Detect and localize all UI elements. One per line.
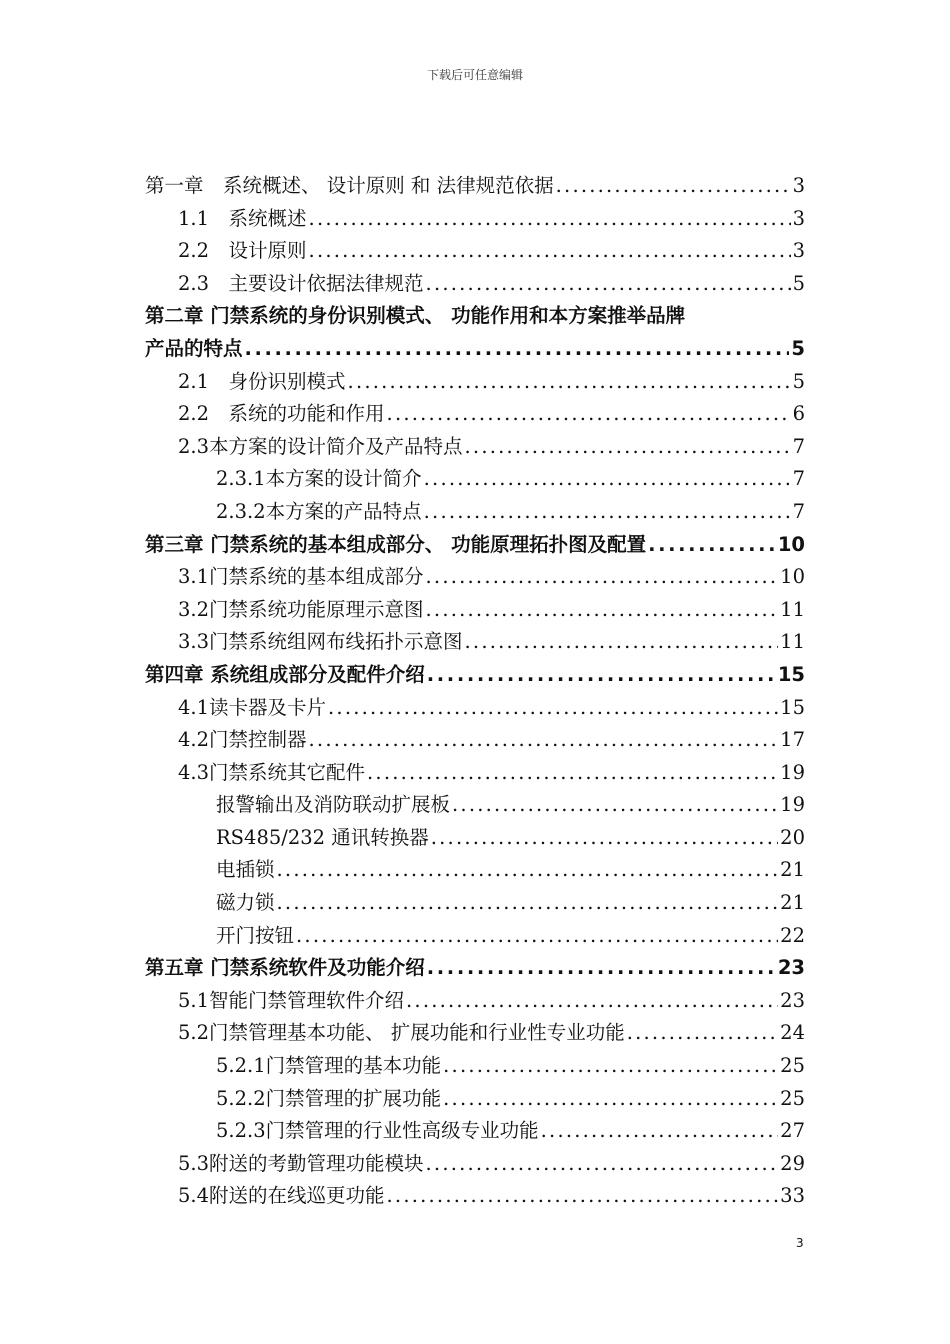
toc-page-number: 3 [792, 206, 805, 230]
toc-dot-leader [422, 463, 791, 496]
toc-page-number: 19 [780, 793, 805, 817]
toc-dot-leader [307, 724, 779, 757]
toc-section-entry[interactable] [145, 985, 805, 1018]
toc-entry-title: 开门按钮 [216, 923, 295, 947]
toc-page-number: 7 [792, 467, 805, 491]
toc-dot-leader [424, 1148, 779, 1181]
toc-section-entry[interactable] [145, 1050, 805, 1083]
toc-dot-leader [424, 561, 779, 594]
toc-section-entry[interactable] [145, 463, 805, 496]
toc-section-entry[interactable] [145, 268, 805, 301]
toc-dot-leader [346, 366, 791, 399]
toc-section-entry[interactable] [145, 398, 805, 431]
toc-page-number: 15 [780, 695, 805, 719]
toc-entry-title: 门禁系统功能原理示意图 [209, 597, 424, 621]
toc-section-entry[interactable] [145, 692, 805, 725]
toc-entry-title: 第三章 门禁系统的基本组成部分、 功能原理拓扑图及配置 [145, 532, 647, 556]
toc-entry-title: 本方案的设计简介 [265, 467, 422, 491]
toc-entry-number: 2.3 [178, 271, 210, 295]
toc-entry-title: 附送的考勤管理功能模块 [209, 1151, 424, 1175]
toc-dot-leader [326, 692, 778, 725]
toc-entry-title: 主要设计依据法律规范 [228, 271, 424, 295]
toc-entry-number: 第一章 [145, 174, 204, 197]
toc-chapter-entry[interactable] [145, 952, 805, 985]
table-of-contents [145, 170, 805, 1213]
toc-entry-title: 第四章 系统组成部分及配件介绍 [145, 662, 425, 686]
toc-dot-leader [429, 822, 778, 855]
toc-entry-number: 5.2 [178, 1021, 210, 1045]
toc-page-number: 25 [780, 1054, 805, 1078]
toc-entry-number: 3.1 [178, 565, 210, 589]
toc-entry-number: 4.1 [178, 695, 210, 719]
toc-page-number: 33 [780, 1184, 805, 1208]
toc-entry-number: 1.1 [178, 206, 210, 230]
toc-entry-title: 门禁系统的基本组成部分 [209, 565, 424, 589]
toc-entry-number: 4.2 [178, 728, 210, 752]
toc-entry-separator [209, 366, 229, 399]
toc-section-entry[interactable] [145, 431, 805, 464]
toc-page-number: 5 [792, 369, 805, 393]
toc-entry-number: 2.3.2 [216, 499, 266, 523]
toc-page-number: 19 [780, 760, 805, 784]
toc-page-number: 5 [791, 336, 805, 360]
toc-chapter-entry[interactable] [145, 529, 805, 562]
toc-dot-leader [275, 854, 779, 887]
toc-dot-leader [646, 529, 776, 562]
toc-section-entry[interactable] [145, 1115, 805, 1148]
toc-dot-leader [422, 496, 791, 529]
toc-dot-leader [425, 659, 776, 692]
toc-page-number: 21 [780, 858, 805, 882]
toc-dot-leader [625, 1017, 778, 1050]
toc-dot-leader [275, 887, 779, 920]
toc-entry-separator [209, 235, 229, 268]
page-number: 3 [796, 1236, 804, 1250]
toc-dot-leader [441, 1083, 778, 1116]
toc-section-entry[interactable] [145, 1148, 805, 1181]
toc-section-entry[interactable] [145, 626, 805, 659]
toc-section-entry[interactable] [145, 1180, 805, 1213]
toc-section-entry[interactable] [145, 561, 805, 594]
toc-entry-title: 系统概述、 设计原则 和 法律规范依据 [223, 174, 554, 197]
toc-dot-leader [424, 594, 779, 627]
toc-section-entry[interactable] [145, 1017, 805, 1050]
toc-entry-title: 门禁控制器 [209, 728, 307, 752]
toc-entry-number: 5.2.2 [216, 1086, 266, 1110]
toc-dot-leader [385, 398, 791, 431]
page-header: 下载后可任意编辑 [426, 68, 523, 82]
toc-entry-title: 门禁管理的基本功能 [265, 1054, 442, 1078]
toc-entry-title: 读卡器及卡片 [209, 695, 327, 719]
toc-dot-leader [365, 757, 778, 790]
toc-page-number: 5 [792, 271, 805, 295]
toc-page-number: 10 [777, 532, 805, 556]
toc-page-number: 3 [792, 239, 805, 263]
toc-page-number: 7 [792, 499, 805, 523]
toc-entry-number: 5.3 [178, 1151, 210, 1175]
toc-dot-leader [450, 789, 778, 822]
toc-entry-number: 2.3.1 [216, 467, 266, 491]
toc-page-number: 25 [780, 1086, 805, 1110]
toc-entry-title: 门禁系统组网布线拓扑示意图 [209, 630, 463, 654]
toc-dot-leader [294, 920, 778, 953]
toc-entry-number: 4.3 [178, 760, 210, 784]
toc-entry-title-line[interactable]: 第二章 门禁系统的身份识别模式、 功能作用和本方案推举品牌 [145, 304, 686, 328]
toc-dot-leader [554, 170, 791, 203]
toc-entry-number: 5.4 [178, 1184, 210, 1208]
toc-dot-leader [385, 1180, 779, 1213]
toc-entry-title: 门禁管理基本功能、 扩展功能和行业性专业功能 [209, 1021, 625, 1045]
toc-entry-separator [209, 268, 229, 301]
toc-entry-title: 第五章 门禁系统软件及功能介绍 [145, 956, 425, 980]
toc-page-number: 20 [780, 825, 805, 849]
toc-dot-leader [424, 268, 791, 301]
toc-section-entry[interactable] [145, 920, 805, 953]
toc-chapter-entry[interactable] [145, 659, 805, 692]
toc-chapter-entry[interactable] [145, 170, 805, 203]
toc-section-entry[interactable] [145, 235, 805, 268]
toc-page-number: 7 [792, 434, 805, 458]
toc-section-entry[interactable] [145, 203, 805, 236]
toc-entry-separator [204, 170, 224, 203]
toc-entry-title: 电插锁 [216, 858, 275, 882]
toc-entry-title: RS485/232 通讯转换器 [216, 825, 429, 849]
toc-page-number: 23 [777, 956, 805, 980]
toc-entry-title: 产品的特点 [145, 336, 243, 360]
toc-page-number: 11 [780, 630, 805, 654]
toc-entry-number: 5.2.3 [216, 1119, 266, 1143]
toc-page-number: 21 [780, 891, 805, 915]
toc-dot-leader [463, 431, 791, 464]
toc-entry-title: 本方案的产品特点 [265, 499, 422, 523]
toc-page-number: 3 [792, 174, 805, 197]
toc-entry-separator [209, 398, 229, 431]
toc-page-number: 15 [777, 662, 805, 686]
toc-entry-number: 3.3 [178, 630, 210, 654]
toc-dot-leader [539, 1115, 779, 1148]
toc-entry-title: 系统概述 [228, 206, 307, 230]
toc-entry-number: 2.1 [178, 369, 210, 393]
toc-page-number: 6 [792, 402, 805, 426]
toc-page-number: 11 [780, 597, 805, 621]
toc-section-entry[interactable] [145, 366, 805, 399]
toc-section-entry[interactable] [145, 854, 805, 887]
toc-entry-title: 本方案的设计简介及产品特点 [209, 434, 463, 458]
toc-entry-separator [209, 203, 229, 236]
toc-page-number: 17 [780, 728, 805, 752]
toc-entry-number: 2.2 [178, 239, 210, 263]
toc-page-number: 23 [780, 988, 805, 1012]
toc-entry-number: 2.3 [178, 434, 210, 458]
toc-chapter-entry[interactable] [145, 333, 805, 366]
toc-entry-title: 报警输出及消防联动扩展板 [216, 793, 451, 817]
toc-entry-title: 设计原则 [228, 239, 307, 263]
toc-dot-leader [404, 985, 778, 1018]
toc-entry-title: 磁力锁 [216, 891, 275, 915]
toc-section-entry[interactable] [145, 757, 805, 790]
toc-section-entry[interactable] [145, 496, 805, 529]
toc-entry-number: 2.2 [178, 402, 210, 426]
toc-entry-title: 门禁管理的行业性高级专业功能 [265, 1119, 539, 1143]
toc-entry-number: 5.2.1 [216, 1054, 266, 1078]
toc-section-entry[interactable] [145, 1083, 805, 1116]
toc-dot-leader [441, 1050, 778, 1083]
toc-dot-leader [307, 203, 791, 236]
toc-section-entry[interactable] [145, 887, 805, 920]
toc-entry-number: 3.2 [178, 597, 210, 621]
toc-dot-leader [243, 333, 790, 366]
toc-dot-leader [425, 952, 776, 985]
toc-page-number: 22 [780, 923, 805, 947]
toc-dot-leader [307, 235, 791, 268]
toc-section-entry[interactable] [145, 594, 805, 627]
toc-entry-title: 身份识别模式 [228, 369, 346, 393]
toc-entry-title: 系统的功能和作用 [228, 402, 385, 426]
toc-entry-title: 附送的在线巡更功能 [209, 1184, 385, 1208]
toc-dot-leader [463, 626, 779, 659]
toc-page-number: 29 [780, 1151, 805, 1175]
toc-entry-title: 门禁管理的扩展功能 [265, 1086, 442, 1110]
toc-section-entry[interactable] [145, 822, 805, 855]
toc-section-entry[interactable] [145, 789, 805, 822]
toc-section-entry[interactable] [145, 724, 805, 757]
toc-entry-title: 门禁系统其它配件 [209, 760, 366, 784]
toc-page-number: 24 [780, 1021, 805, 1045]
toc-entry-title: 智能门禁管理软件介绍 [209, 988, 405, 1012]
toc-page-number: 27 [780, 1119, 805, 1143]
toc-page-number: 10 [780, 565, 805, 589]
toc-entry-number: 5.1 [178, 988, 210, 1012]
